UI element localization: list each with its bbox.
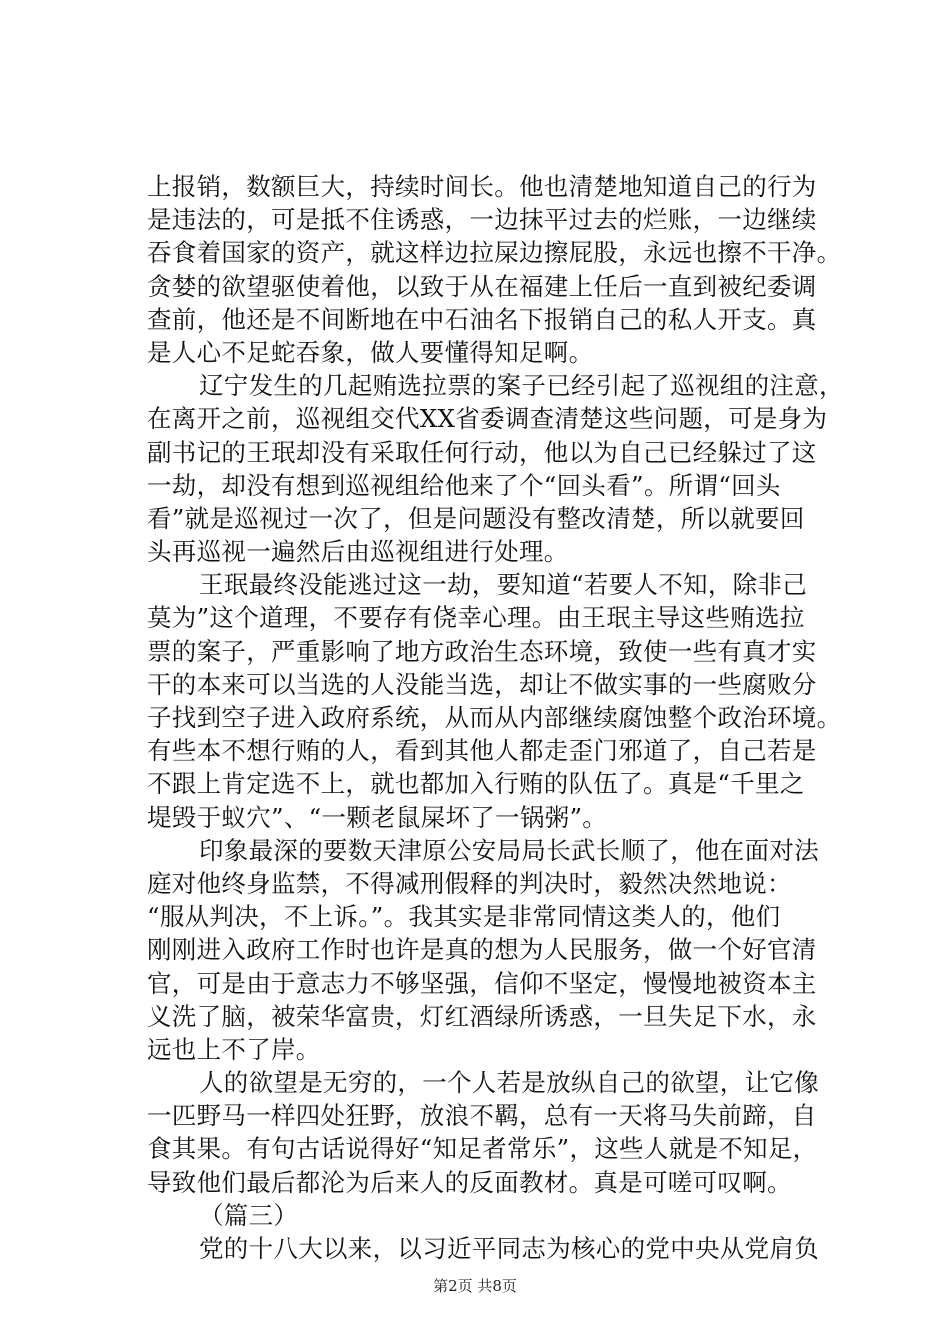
document-body	[147, 170, 847, 1265]
text-line: 印象最深的要数天津原公安局局长武长顺了，他在面对法	[199, 835, 819, 865]
text-line: 刚刚进入政府工作时也许是真的想为人民服务，做一个好官清	[147, 935, 817, 965]
text-line: 庭对他终身监禁，不得减刑假释的判决时，毅然决然地说：	[147, 868, 792, 898]
paragraph	[147, 834, 847, 1066]
text-line: 义洗了脑，被荣华富贵，灯红酒绿所诱惑，一旦失足下水，永	[147, 1001, 817, 1031]
text-line: 王珉最终没能逃过这一劫，要知道“若要人不知，除非己	[199, 570, 808, 600]
paragraph	[147, 568, 847, 834]
text-line: 子找到空子进入政府系统，从而从内部继续腐蚀整个政治环境。	[147, 703, 842, 732]
text-line: 食其果。有句古话说得好“知足者常乐”，这些人就是不知足，	[147, 1134, 818, 1164]
text-line: 看”就是巡视过一次了，但是问题没有整改清楚，所以就要回	[147, 503, 805, 533]
paragraph	[147, 369, 847, 568]
text-line: 副书记的王珉却没有采取任何行动，他以为自己已经躲过了这	[147, 437, 817, 467]
text-line: 一匹野马一样四处狂野，放浪不羁，总有一天将马失前蹄，自	[147, 1101, 817, 1131]
text-line: 不跟上肯定选不上，就也都加入行贿的队伍了。真是“千里之	[147, 769, 805, 799]
text-line: 有些本不想行贿的人，看到其他人都走歪门邪道了，自己若是	[147, 736, 817, 766]
text-line: （篇三）	[199, 1200, 299, 1230]
text-line: 是人心不足蛇吞象，做人要懂得知足啊。	[147, 337, 594, 367]
text-line: 干的本来可以当选的人没能当选，却让不做实事的一些腐败分	[147, 669, 817, 699]
text-line: 堤毁于蚁穴”、“一颗老鼠屎坏了一锅粥”。	[147, 802, 608, 832]
text-line: 吞食着国家的资产，就这样边拉屎边擦屁股，永远也擦不干净。	[147, 238, 842, 268]
paragraph	[147, 170, 847, 369]
text-line: 查前，他还是不间断地在中石油名下报销自己的私人开支。真	[147, 304, 817, 334]
text-line: 导致他们最后都沦为后来人的反面教材。真是可嗟可叹啊。	[147, 1167, 792, 1197]
text-line: 在离开之前，巡视组交代XX省委调查清楚这些问题，可是身为	[147, 404, 828, 434]
text-line: 辽宁发生的几起贿选拉票的案子已经引起了巡视组的注意，	[199, 371, 844, 401]
paragraph	[147, 1199, 847, 1232]
text-line: 头再巡视一遍然后由巡视组进行处理。	[147, 537, 569, 567]
text-line: “服从判决，不上诉。”。我其实是非常同情这类人的，他们	[147, 902, 781, 932]
text-line: 官，可是由于意志力不够坚强，信仰不坚定，慢慢地被资本主	[147, 968, 817, 998]
text-line: 上报销，数额巨大，持续时间长。他也清楚地知道自己的行为	[147, 172, 817, 201]
paragraph	[147, 1232, 847, 1265]
page-footer: 第2页 共8页	[433, 1277, 517, 1295]
text-line: 莫为”这个道理，不要存有侥幸心理。由王珉主导这些贿选拉	[147, 603, 805, 633]
text-line: 票的案子，严重影响了地方政治生态环境，致使一些有真才实	[147, 636, 817, 666]
text-line: 人的欲望是无穷的，一个人若是放纵自己的欲望，让它像	[199, 1068, 819, 1098]
text-line: 党的十八大以来，以习近平同志为核心的党中央从党肩负	[199, 1234, 819, 1263]
text-line: 一劫，却没有想到巡视组给他来了个“回头看”。所谓“回头	[147, 470, 781, 500]
text-line: 远也上不了岸。	[147, 1034, 321, 1064]
text-line: 贪婪的欲望驱使着他，以致于从在福建上任后一直到被纪委调	[147, 271, 817, 301]
paragraph	[147, 1066, 847, 1199]
text-line: 是违法的，可是抵不住诱惑，一边抹平过去的烂账，一边继续	[147, 205, 817, 235]
